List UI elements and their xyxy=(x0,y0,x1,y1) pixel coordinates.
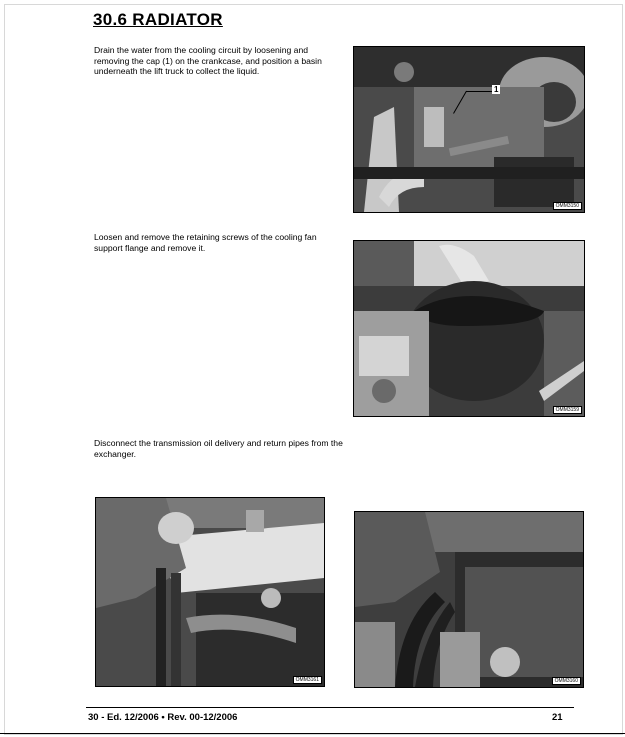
bottom-rule xyxy=(0,733,625,734)
callout-label: 1 xyxy=(494,85,499,94)
footer-rule xyxy=(86,707,574,708)
pipes-photo-left xyxy=(95,497,325,687)
fan-flange-photo xyxy=(353,240,585,417)
photo-code: OMM3161 xyxy=(293,676,322,684)
engine-cap-photo xyxy=(353,46,585,213)
footer-edition: 30 - Ed. 12/2006 • Rev. 00-12/2006 xyxy=(88,712,238,723)
step-1-text: Drain the water from the cooling circuit by loosening and removing the cap (1) on the crankcase, and position a basin underneath the lift truck to collect the liquid. xyxy=(94,45,322,77)
page-number: 21 xyxy=(552,712,563,723)
section-title: 30.6 RADIATOR xyxy=(93,10,223,29)
pipes-photo-right xyxy=(354,511,584,688)
photo-line-1 xyxy=(466,91,492,92)
photo-code: OMM3150 xyxy=(553,202,582,210)
step-3-text: Disconnect the transmission oil delivery and return pipes from the exchanger. xyxy=(94,438,343,459)
step-2-text: Loosen and remove the retaining screws of the cooling fan support flange and remove it. xyxy=(94,232,317,253)
photo-code: OMM3160 xyxy=(552,677,581,685)
photo-code: OMM3159 xyxy=(553,406,582,414)
